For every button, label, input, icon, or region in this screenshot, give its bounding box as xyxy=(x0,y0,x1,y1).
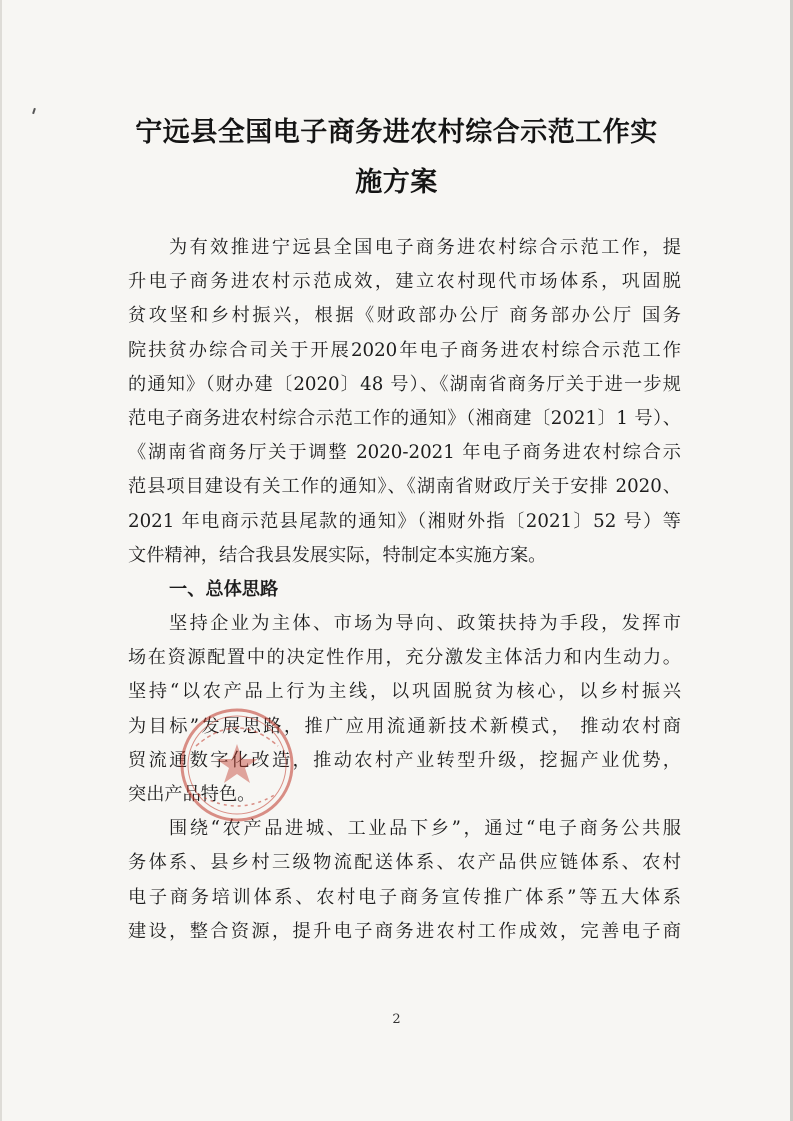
paragraph-approach xyxy=(128,607,681,812)
paragraph-intro xyxy=(128,231,681,573)
text-line: 突出产品特色。 xyxy=(128,784,256,805)
text-line: 范县项目建设有关工作的通知》、《湖南省财政厅关于安排 2020、 xyxy=(128,476,681,498)
document-body xyxy=(128,231,681,949)
text-line: 的通知》（财办建〔2020〕48 号）、《湖南省商务厅关于进一步规 xyxy=(128,373,681,395)
page-number: 2 xyxy=(392,1012,401,1027)
text-line: 院扶贫办综合司关于开展2020年电子商务进农村综合示范工作 xyxy=(128,339,681,361)
text-line: 《湖南省商务厅关于调整 2020-2021 年电子商务进农村综合示 xyxy=(128,442,681,464)
title-line-2: 施方案 xyxy=(355,167,438,198)
scan-speck xyxy=(32,108,36,114)
text-line: 贫攻坚和乡村振兴，根据《财政部办公厅 商务部办公厅 国务 xyxy=(128,305,681,327)
text-line: 坚持企业为主体、市场为导向、政策扶持为手段，发挥市 xyxy=(169,613,681,635)
text-line: 范电子商务进农村综合示范工作的通知》（湘商建〔2021〕1 号）、 xyxy=(128,407,681,429)
text-line: 升电子商务进农村示范成效，建立农村现代市场体系，巩固脱 xyxy=(128,271,681,293)
paragraph-five-systems xyxy=(128,812,681,949)
title-line-1: 宁远县全国电子商务进农村综合示范工作实 xyxy=(135,117,658,148)
text-line: 场在资源配置中的决定性作用，充分激发主体活力和内生动力。 xyxy=(128,647,681,669)
text-line: 2021 年电商示范县尾款的通知》（湘财外指〔2021〕52 号）等 xyxy=(128,510,681,532)
text-line: 为目标”发展思路，推广应用流通新技术新模式， 推动农村商 xyxy=(128,715,681,737)
page-edge-left xyxy=(0,0,2,1121)
document-title xyxy=(100,108,693,208)
text-line: 贸流通数字化改造，推动农村产业转型升级，挖掘产业优势， xyxy=(128,749,681,771)
text-line: 建设，整合资源，提升电子商务进农村工作成效，完善电子商 xyxy=(128,920,681,942)
text-line: 文件精神，结合我县发展实际，特制定本实施方案。 xyxy=(128,544,547,566)
text-line: 坚持“以农产品上行为主线，以巩固脱贫为核心，以乡村振兴 xyxy=(128,681,681,703)
section-heading-overall-approach: 一、总体思路 xyxy=(169,578,279,600)
text-line: 围绕“农产品进城、工业品下乡”，通过“电子商务公共服 xyxy=(169,818,681,840)
text-line: 电子商务培训体系、农村电子商务宣传推广体系”等五大体系 xyxy=(128,886,681,908)
text-line: 务体系、县乡村三级物流配送体系、农产品供应链体系、农村 xyxy=(128,852,681,874)
text-line: 为有效推进宁远县全国电子商务进农村综合示范工作，提 xyxy=(169,237,681,258)
